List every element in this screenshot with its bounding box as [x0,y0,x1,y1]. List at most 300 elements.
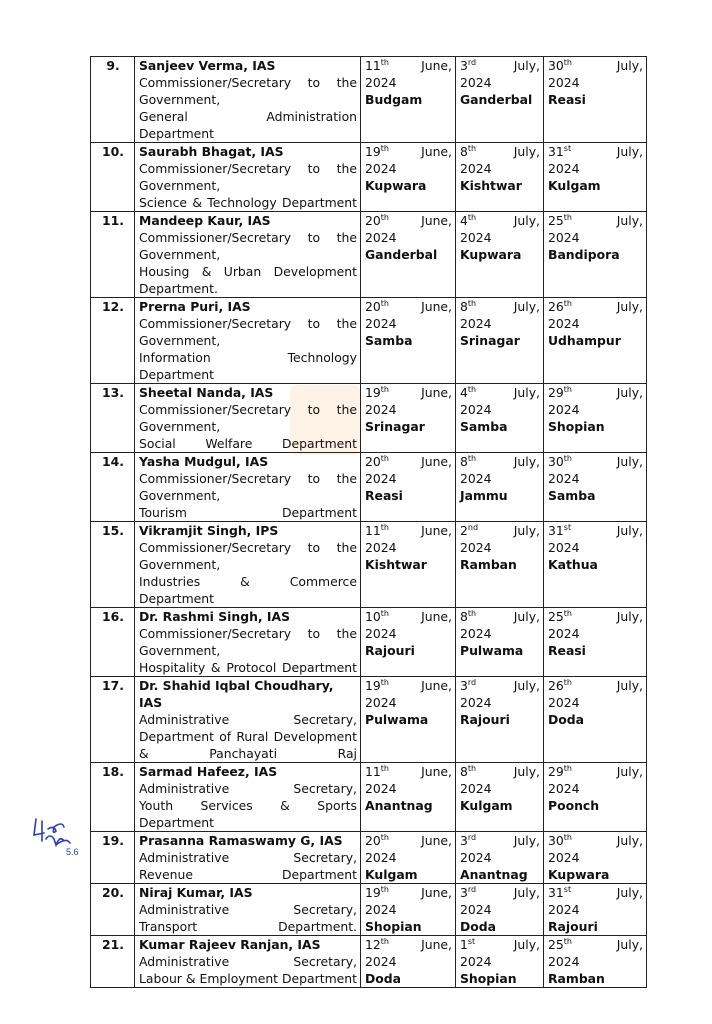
visit-date-cell-d1 [361,384,456,453]
officer-designation: Commissioner/Secretary to the Government, [139,540,357,572]
visit-district: Rajouri [460,712,510,727]
visit-year: 2024 [460,540,492,555]
officer-designation: Commissioner/Secretary to the Government, [139,161,357,193]
visit-year: 2024 [365,316,397,331]
visit-date [460,298,540,315]
officer-department: Tourism Department [139,505,357,520]
visit-district: Ganderbal [365,247,438,262]
visit-date [365,143,452,160]
visit-day: 3 [460,58,468,73]
table-row [91,832,647,884]
visit-month: July, [513,937,540,952]
visit-date [365,453,452,470]
visit-year: 2024 [548,230,580,245]
table-row [91,384,647,453]
visit-day-suffix: th [380,298,389,308]
visit-date-cell-d1 [361,298,456,384]
visit-district: Shopian [548,419,605,434]
visit-month: July, [616,385,643,400]
officer-designation: Administrative Secretary, [139,850,357,865]
visit-date [460,143,540,160]
officer-cell [135,763,361,832]
visit-day: 12 [365,937,381,952]
visit-district: Kishtwar [365,557,427,572]
officer-name: Yasha Mudgul, IAS [139,454,269,469]
visit-month: July, [513,58,540,73]
visit-month: July, [513,523,540,538]
officer-cell [135,212,361,298]
officer-cell [135,57,361,143]
serial-number: 10. [91,143,135,212]
visit-year: 2024 [365,230,397,245]
visit-district: Shopian [460,971,517,986]
visit-day: 19 [365,885,381,900]
visit-date [460,763,540,780]
officer-department: General Administration Department [139,109,357,141]
visit-day-suffix: th [467,384,477,394]
visit-month: June, [421,213,452,228]
visit-date-cell-d2 [456,522,544,608]
visit-day-suffix: nd [467,522,479,532]
officer-department: Youth Services & Sports Department [139,798,357,830]
visit-month: June, [421,523,452,538]
visit-day-suffix: th [563,384,572,394]
serial-number: 11. [91,212,135,298]
visit-date [548,522,643,539]
officer-cell [135,936,361,988]
visit-month: July, [513,764,540,779]
officer-designation: Commissioner/Secretary to the Government, [139,230,357,262]
officer-name: Kumar Rajeev Ranjan, IAS [139,937,321,952]
visit-day: 31 [548,885,564,900]
visit-date [460,832,540,849]
visit-day: 19 [365,385,381,400]
visit-district: Doda [548,712,585,727]
visit-day: 2 [460,523,468,538]
serial-number: 15. [91,522,135,608]
visit-day: 20 [365,299,381,314]
officer-cell [135,522,361,608]
visit-district: Pulwama [460,643,524,658]
officer-cell [135,832,361,884]
serial-number: 12. [91,298,135,384]
visit-month: July, [616,299,643,314]
visit-month: June, [421,678,452,693]
visit-day-suffix: th [380,212,389,222]
visit-year: 2024 [548,781,580,796]
visit-day: 3 [460,885,468,900]
visit-district: Kulgam [365,867,418,882]
officer-name: Sanjeev Verma, IAS [139,58,276,73]
handwritten-signature [30,815,92,859]
visit-day: 29 [548,764,564,779]
visit-district: Udhampur [548,333,621,348]
visit-district: Kulgam [548,178,601,193]
officer-name: Prasanna Ramaswamy G, IAS [139,833,343,848]
visit-day-suffix: th [380,884,389,894]
serial-number: 16. [91,608,135,677]
visit-date-cell-d2 [456,763,544,832]
visit-day-suffix: rd [467,57,477,67]
visit-year: 2024 [365,954,397,969]
officer-designation: Commissioner/Secretary to the Government, [139,626,357,658]
visit-day: 30 [548,454,564,469]
visit-district: Anantnag [460,867,528,882]
visit-date [460,677,540,694]
visit-day: 25 [548,213,564,228]
visit-date [548,608,643,625]
table-row [91,763,647,832]
visit-month: July, [616,523,643,538]
visit-date [548,453,643,470]
visit-date [460,57,540,74]
visit-district: Anantnag [365,798,433,813]
table-row [91,608,647,677]
visit-year: 2024 [365,75,397,90]
visit-district: Reasi [365,488,403,503]
visit-district: Kulgam [460,798,513,813]
visit-month: July, [513,678,540,693]
officer-cell [135,384,361,453]
visit-date [548,677,643,694]
visit-day: 8 [460,764,468,779]
officer-name: Sheetal Nanda, IAS [139,385,274,400]
visit-date-cell-d2 [456,677,544,763]
officer-name: Saurabh Bhagat, IAS [139,144,284,159]
visit-month: July, [616,885,643,900]
visit-date-cell-d2 [456,298,544,384]
visit-month: July, [513,454,540,469]
officer-department: Labour & Employment Department [139,971,357,986]
visit-district: Shopian [365,919,422,934]
visit-year: 2024 [365,781,397,796]
visit-month: July, [616,937,643,952]
visit-day: 25 [548,609,564,624]
serial-number: 9. [91,57,135,143]
visit-month: June, [421,833,452,848]
officer-department: Information Technology Department [139,350,357,382]
visit-date-cell-d2 [456,608,544,677]
serial-number: 14. [91,453,135,522]
visit-date [460,936,540,953]
officer-department: Science & Technology Department [139,195,357,210]
visit-day-suffix: th [380,936,389,946]
visit-district: Kupwara [548,867,610,882]
visit-year: 2024 [365,902,397,917]
visit-day-suffix: th [563,453,572,463]
visit-month: July, [616,144,643,159]
visit-day: 30 [548,58,564,73]
visit-year: 2024 [460,161,492,176]
serial-number: 21. [91,936,135,988]
visit-date [460,884,540,901]
visit-year: 2024 [548,695,580,710]
visit-day: 4 [460,213,468,228]
visit-year: 2024 [365,471,397,486]
visit-date-cell-d1 [361,608,456,677]
visit-date-cell-d2 [456,936,544,988]
visit-month: July, [616,213,643,228]
visit-date [460,608,540,625]
visit-month: June, [421,58,452,73]
officer-name: Dr. Rashmi Singh, IAS [139,609,291,624]
visit-date-cell-d1 [361,832,456,884]
visit-year: 2024 [365,850,397,865]
visit-year: 2024 [548,161,580,176]
visit-day: 3 [460,678,468,693]
visit-day: 8 [460,609,468,624]
visit-date [548,384,643,401]
visit-district: Ganderbal [460,92,533,107]
visit-day: 30 [548,833,564,848]
visit-month: July, [513,385,540,400]
officer-cell [135,884,361,936]
visit-date [365,936,452,953]
visit-district: Jammu [460,488,508,503]
visit-day: 20 [365,454,381,469]
visit-month: June, [421,609,452,624]
visit-date-cell-d3 [544,384,647,453]
visit-date-cell-d3 [544,522,647,608]
officer-department: Revenue Department [139,867,357,882]
officer-cell [135,143,361,212]
visit-date [548,57,643,74]
visit-day-suffix: th [380,143,389,153]
visit-month: July, [513,833,540,848]
visit-date-cell-d2 [456,453,544,522]
visit-month: July, [513,144,540,159]
visit-day-suffix: th [380,763,389,773]
officer-name: Dr. Shahid Iqbal Choudhary, IAS [139,678,334,710]
visit-date-cell-d2 [456,57,544,143]
visit-date-cell-d3 [544,298,647,384]
officer-name: Vikramjit Singh, IPS [139,523,279,538]
table-row [91,884,647,936]
visit-month: July, [616,678,643,693]
visit-day: 1 [460,937,468,952]
visit-year: 2024 [365,540,397,555]
table-row [91,453,647,522]
officer-name: Prerna Puri, IAS [139,299,251,314]
visit-district: Srinagar [365,419,425,434]
visit-day: 31 [548,144,564,159]
visit-date [548,832,643,849]
visit-district: Samba [548,488,596,503]
visit-date [365,298,452,315]
visit-month: June, [421,299,452,314]
serial-number: 19. [91,832,135,884]
visit-day: 20 [365,833,381,848]
table-row [91,212,647,298]
visit-month: June, [421,454,452,469]
visit-district: Poonch [548,798,600,813]
officer-cell [135,608,361,677]
officer-department: Housing & Urban Development Department. [139,264,357,296]
visit-date-cell-d3 [544,212,647,298]
visit-date-cell-d2 [456,384,544,453]
visit-day: 8 [460,299,468,314]
visit-district: Bandipora [548,247,620,262]
visit-day-suffix: th [563,677,572,687]
visit-year: 2024 [460,316,492,331]
officer-department: Social Welfare Department [139,436,357,451]
visit-day: 10 [365,609,381,624]
visit-date-cell-d1 [361,522,456,608]
visit-district: Srinagar [460,333,520,348]
visit-date [365,384,452,401]
visit-month: July, [616,833,643,848]
visit-day: 11 [365,58,381,73]
table-row [91,298,647,384]
serial-number: 20. [91,884,135,936]
visit-year: 2024 [460,781,492,796]
visit-district: Kupwara [365,178,427,193]
visit-day-suffix: th [380,384,389,394]
visit-day: 19 [365,144,381,159]
serial-number: 13. [91,384,135,453]
officer-department: Hospitality & Protocol Department [139,660,357,675]
visit-district: Kathua [548,557,598,572]
visit-day-suffix: rd [467,677,477,687]
visit-year: 2024 [460,75,492,90]
officer-department: Department of Rural Development & Panchayati Raj [139,729,357,761]
visit-date-cell-d1 [361,453,456,522]
officer-name: Sarmad Hafeez, IAS [139,764,278,779]
visit-year: 2024 [365,161,397,176]
officer-name: Niraj Kumar, IAS [139,885,253,900]
visit-year: 2024 [460,954,492,969]
visit-day: 26 [548,299,564,314]
visit-day: 19 [365,678,381,693]
visit-day: 29 [548,385,564,400]
visit-year: 2024 [460,402,492,417]
visit-date [548,298,643,315]
visit-day: 11 [365,764,381,779]
visit-date-cell-d3 [544,57,647,143]
visit-day: 25 [548,937,564,952]
visit-year: 2024 [460,230,492,245]
visit-month: July, [513,609,540,624]
officer-designation: Administrative Secretary, [139,954,357,969]
officer-designation: Commissioner/Secretary to the Government, [139,471,357,503]
visit-date [365,763,452,780]
visit-district: Samba [365,333,413,348]
officer-visit-schedule-table [90,56,647,988]
visit-year: 2024 [548,316,580,331]
visit-date-cell-d2 [456,884,544,936]
visit-district: Kishtwar [460,178,522,193]
visit-year: 2024 [548,850,580,865]
visit-district: Reasi [548,643,586,658]
visit-date [460,522,540,539]
visit-day-suffix: th [380,608,389,618]
visit-day-suffix: th [563,832,572,842]
visit-district: Ramban [460,557,517,572]
visit-day-suffix: rd [467,832,477,842]
visit-day: 26 [548,678,564,693]
visit-day-suffix: th [380,677,389,687]
visit-month: July, [513,213,540,228]
visit-date [548,143,643,160]
visit-date [548,936,643,953]
visit-day-suffix: th [467,763,477,773]
visit-date [460,212,540,229]
table-row [91,936,647,988]
officer-cell [135,677,361,763]
visit-year: 2024 [365,626,397,641]
visit-date [548,212,643,229]
officer-designation: Administrative Secretary, [139,712,357,727]
visit-day: 4 [460,385,468,400]
visit-year: 2024 [548,954,580,969]
visit-day-suffix: th [563,57,572,67]
visit-date-cell-d3 [544,608,647,677]
visit-day-suffix: st [563,884,572,894]
visit-day-suffix: th [467,608,477,618]
visit-district: Samba [460,419,508,434]
visit-year: 2024 [460,626,492,641]
visit-district: Reasi [548,92,586,107]
visit-date-cell-d2 [456,832,544,884]
visit-day-suffix: th [563,608,572,618]
officer-designation: Commissioner/Secretary to the Government, [139,316,357,348]
visit-day: 8 [460,454,468,469]
visit-day: 8 [460,144,468,159]
visit-date-cell-d2 [456,143,544,212]
visit-year: 2024 [365,695,397,710]
serial-number: 17. [91,677,135,763]
visit-date [365,212,452,229]
visit-date-cell-d1 [361,143,456,212]
visit-day-suffix: th [380,57,389,67]
visit-day-suffix: th [467,143,477,153]
visit-year: 2024 [460,850,492,865]
table-row [91,143,647,212]
visit-day-suffix: th [563,298,572,308]
serial-number: 18. [91,763,135,832]
visit-district: Doda [365,971,402,986]
officer-designation: Administrative Secretary, [139,902,357,917]
visit-year: 2024 [548,626,580,641]
visit-month: July, [513,885,540,900]
signature-date: 5.6 [66,847,79,857]
visit-district: Doda [460,919,497,934]
visit-day: 31 [548,523,564,538]
visit-day: 11 [365,523,381,538]
visit-year: 2024 [460,695,492,710]
visit-year: 2024 [548,402,580,417]
visit-year: 2024 [460,902,492,917]
visit-month: July, [513,299,540,314]
table-row [91,522,647,608]
table-row [91,57,647,143]
visit-date [365,832,452,849]
visit-date-cell-d3 [544,832,647,884]
visit-day-suffix: th [467,298,477,308]
visit-date-cell-d3 [544,677,647,763]
visit-date [365,608,452,625]
visit-day-suffix: th [380,522,389,532]
visit-day: 3 [460,833,468,848]
visit-district: Budgam [365,92,423,107]
visit-date [548,884,643,901]
visit-district: Rajouri [365,643,415,658]
visit-day-suffix: th [563,763,572,773]
visit-date-cell-d3 [544,453,647,522]
visit-date-cell-d1 [361,677,456,763]
visit-date-cell-d2 [456,212,544,298]
visit-date-cell-d3 [544,884,647,936]
